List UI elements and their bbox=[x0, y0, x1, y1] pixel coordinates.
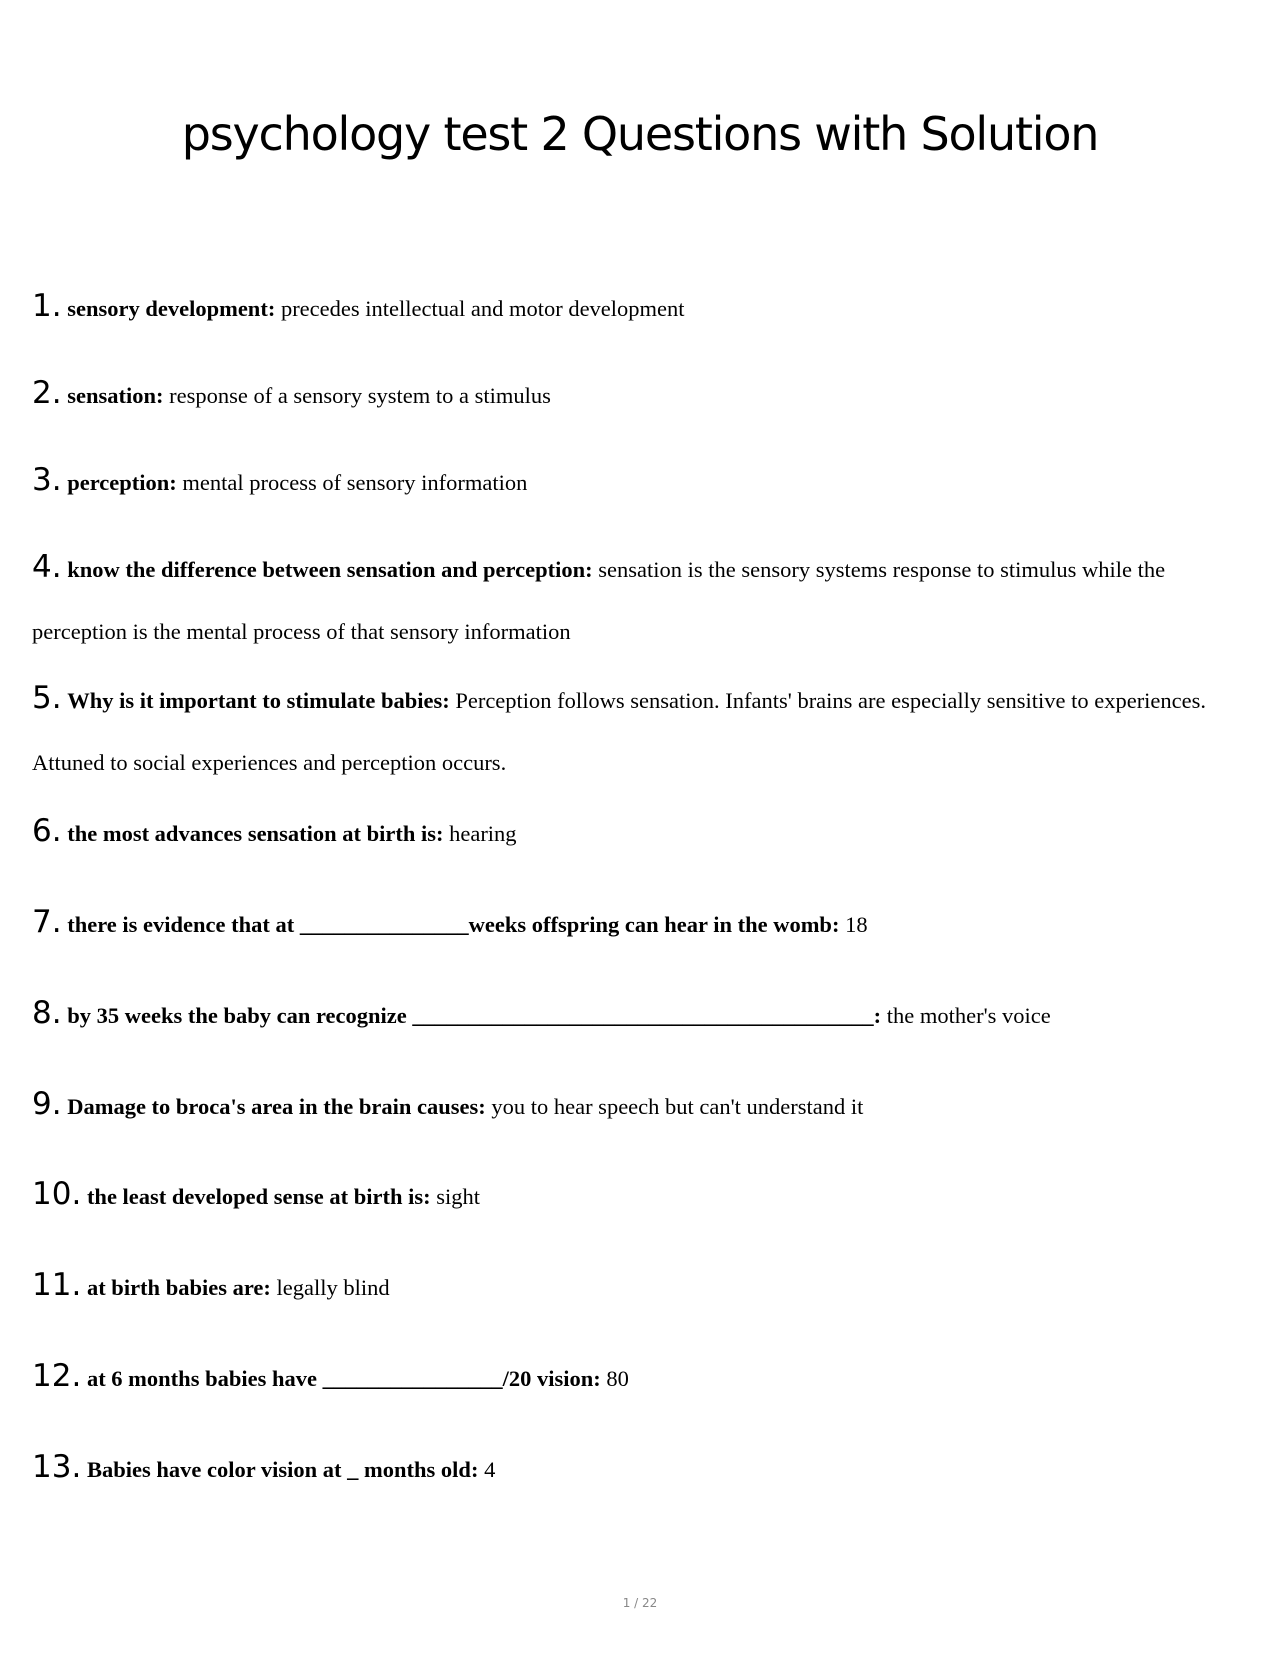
qa-item-1 bbox=[32, 275, 1252, 340]
page-title: psychology test 2 Questions with Solution bbox=[181, 107, 1099, 161]
item-answer: sight bbox=[436, 1184, 481, 1209]
item-question: sensation: bbox=[67, 383, 164, 408]
qa-item-13 bbox=[32, 1436, 1252, 1501]
item-answer: mental process of sensory information bbox=[182, 470, 528, 495]
item-answer: response of a sensory system to a stimulus bbox=[169, 383, 551, 408]
item-answer: the mother's voice bbox=[886, 1003, 1051, 1028]
item-number: 6. bbox=[32, 813, 62, 849]
item-question: Why is it important to stimulate babies: bbox=[67, 688, 450, 713]
item-number: 8. bbox=[32, 995, 62, 1031]
qa-item-6 bbox=[32, 800, 1252, 865]
item-answer: 4 bbox=[484, 1457, 496, 1482]
qa-item-7 bbox=[32, 891, 1252, 956]
item-answer: 80 bbox=[606, 1366, 629, 1391]
qa-item-2 bbox=[32, 362, 1252, 427]
qa-item-9 bbox=[32, 1073, 1252, 1138]
item-number: 9. bbox=[32, 1086, 62, 1122]
item-question: the most advances sensation at birth is: bbox=[67, 821, 444, 846]
item-number: 1. bbox=[32, 288, 62, 324]
item-question: by 35 weeks the baby can recognize _________________________________________: bbox=[67, 1003, 882, 1028]
item-number: 11. bbox=[32, 1267, 82, 1303]
item-question: Damage to broca's area in the brain causes: bbox=[67, 1094, 486, 1119]
page-indicator: 1 / 22 bbox=[622, 1596, 658, 1610]
item-answer: Perception follows sensation. Infants' brains are especially sensitive to experiences. Attuned to social experiences and perception occurs. bbox=[32, 688, 1207, 775]
item-question: know the difference between sensation and perception: bbox=[67, 557, 593, 582]
item-answer: hearing bbox=[449, 821, 517, 846]
item-question: at 6 months babies have ________________/20 vision: bbox=[86, 1366, 601, 1391]
item-question: perception: bbox=[67, 470, 177, 495]
item-answer: sensation is the sensory systems response to stimulus while the perception is the mental process of that sensory information bbox=[32, 557, 1166, 644]
item-answer: you to hear speech but can't understand it bbox=[491, 1094, 864, 1119]
item-question: the least developed sense at birth is: bbox=[86, 1184, 431, 1209]
qa-item-12 bbox=[32, 1345, 1252, 1410]
item-number: 10. bbox=[32, 1176, 82, 1212]
item-answer: 18 bbox=[845, 912, 868, 937]
item-number: 4. bbox=[32, 549, 62, 585]
qa-item-3 bbox=[32, 449, 1252, 514]
item-answer: precedes intellectual and motor development bbox=[280, 296, 685, 321]
item-number: 2. bbox=[32, 375, 62, 411]
qa-item-8 bbox=[32, 982, 1252, 1047]
item-question: at birth babies are: bbox=[86, 1275, 271, 1300]
item-number: 3. bbox=[32, 462, 62, 498]
item-number: 7. bbox=[32, 904, 62, 940]
qa-item-11 bbox=[32, 1254, 1252, 1319]
item-question: there is evidence that at _______________weeks offspring can hear in the womb: bbox=[67, 912, 840, 937]
item-question: sensory development: bbox=[67, 296, 276, 321]
item-number: 13. bbox=[32, 1449, 82, 1485]
item-question: Babies have color vision at _ months old: bbox=[86, 1457, 479, 1482]
qa-item-4 bbox=[32, 536, 1252, 663]
item-number: 5. bbox=[32, 680, 62, 716]
item-answer: legally blind bbox=[276, 1275, 390, 1300]
item-number: 12. bbox=[32, 1358, 82, 1394]
qa-item-5 bbox=[32, 667, 1252, 794]
qa-item-10 bbox=[32, 1163, 1252, 1228]
